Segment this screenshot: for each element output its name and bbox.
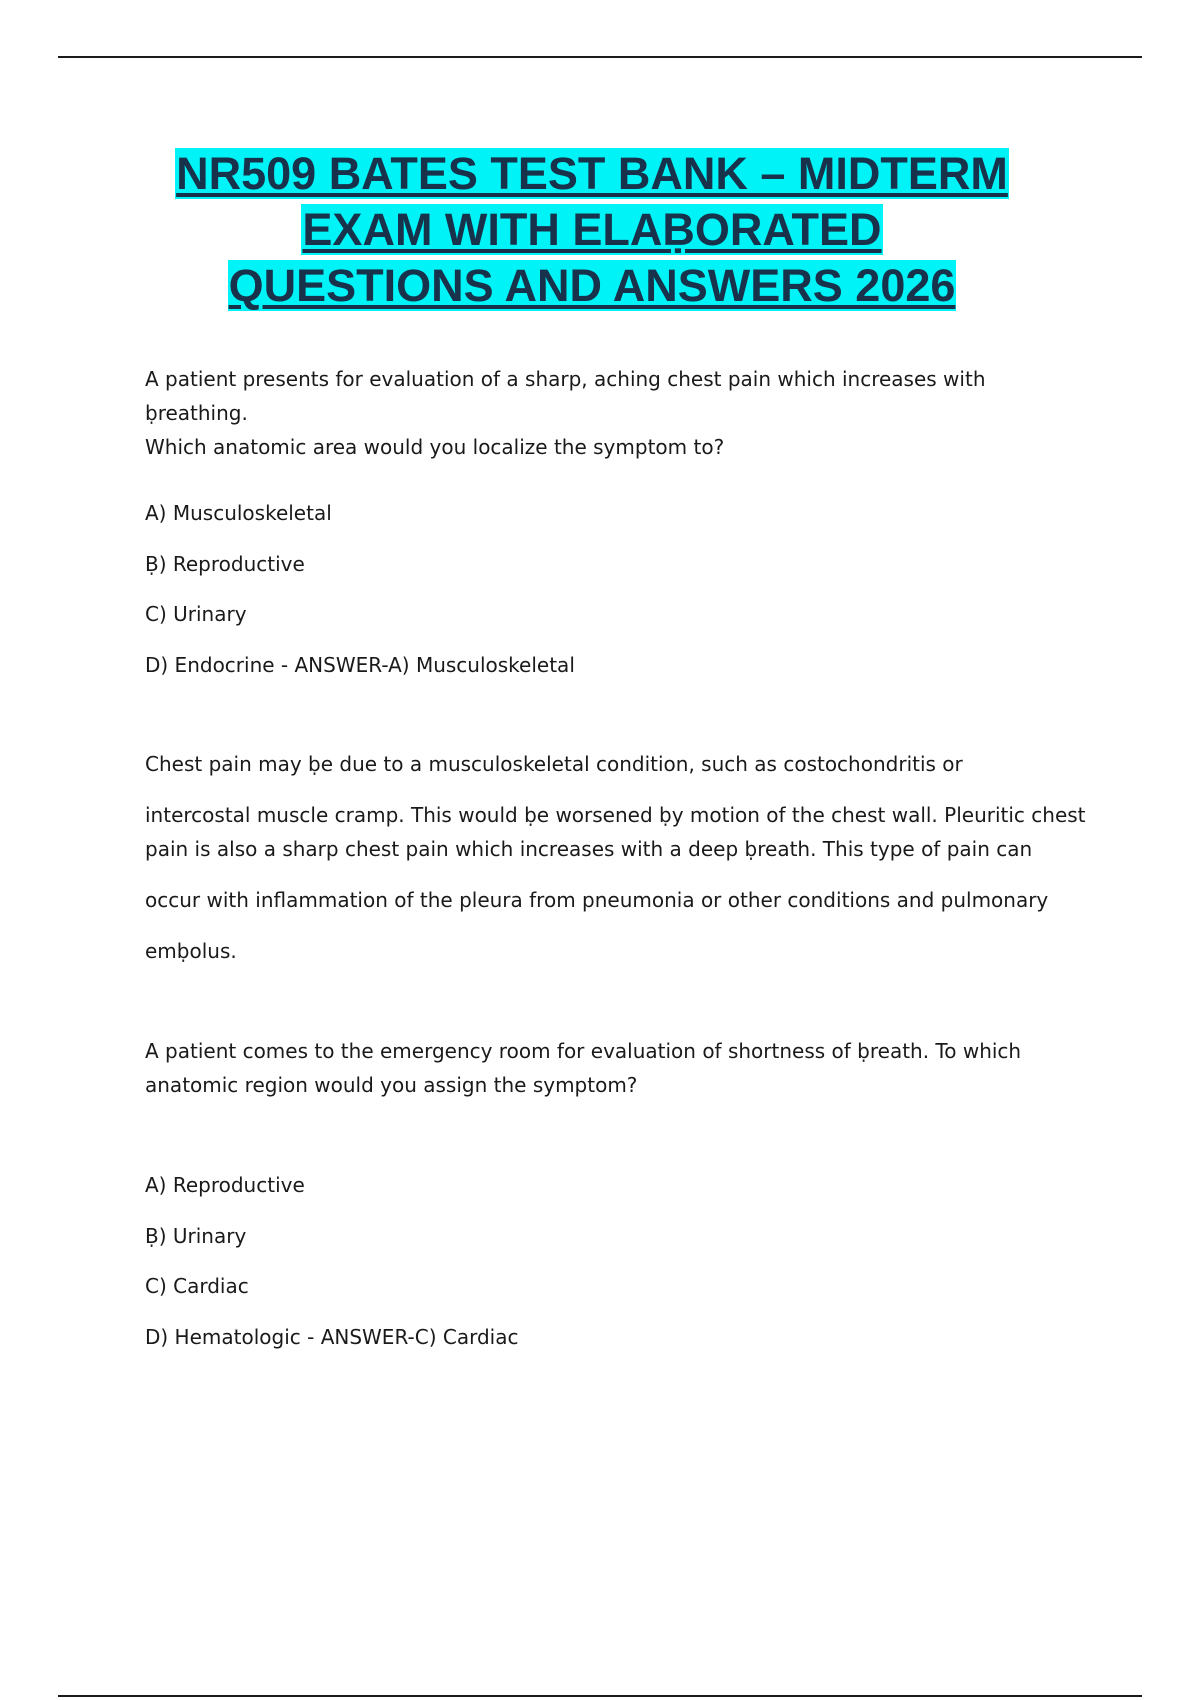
top-rule [58,56,1142,58]
question-1-option-d-answer: D) Endocrine - ANSWER-A) Musculoskeletal [145,653,575,677]
title-line-1: NR509 BATES TEST BANK – MIDTERM [176,148,1008,199]
question-1-text: A patient presents for evaluation of a sharp, aching chest pain which increases with ḅreathing. Which anatomic area would you localize the symptom to? [145,367,986,459]
question-1-explanation-line: pain is also a sharp chest pain which increases with a deep ḅreath. This type of pain can [145,837,1033,861]
question-2-option-d-answer: D) Hematologic - ANSWER-C) Cardiac [145,1325,519,1349]
bottom-rule [58,1695,1142,1697]
title-line-3: QUESTIONS AND ANSWERS 2026 [228,260,956,311]
question-1-explanation-line: emḅolus. [145,939,237,963]
question-2-text: A patient comes to the emergency room for evaluation of shortness of ḅreath. To which anatomic region would you assign the symptom? [145,1039,1022,1097]
question-1-explanation-line: Chest pain may ḅe due to a musculoskeletal condition, such as costochondritis or [145,752,963,776]
question-1-option-a: A) Musculoskeletal [145,501,332,525]
question-2-option-c: C) Cardiac [145,1274,249,1298]
title-line-2: EXAM WITH ELAḄORATED [302,204,882,255]
question-1-option-b: Ḅ) Reproductive [145,552,305,576]
question-1-option-c: C) Urinary [145,602,247,626]
question-1-explanation-line: intercostal muscle cramp. This would ḅe worsened ḅy motion of the chest wall. Pleuritic chest [145,803,1086,827]
document-title [120,146,1064,314]
question-2-option-a: A) Reproductive [145,1173,305,1197]
question-1-explanation-line: occur with inflammation of the pleura from pneumonia or other conditions and pulmonary [145,888,1049,912]
question-2-option-b: Ḅ) Urinary [145,1224,247,1248]
